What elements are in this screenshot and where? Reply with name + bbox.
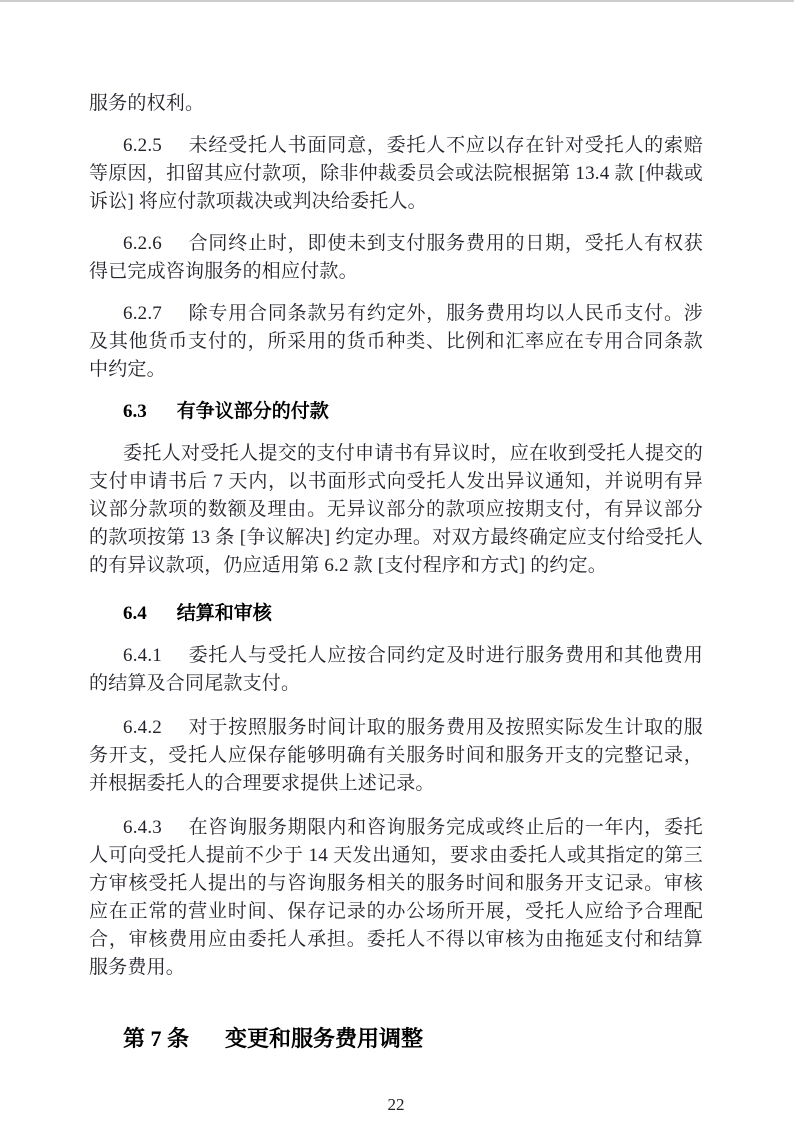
clause-text-6-4-1: 委托人与受托人应按合同约定及时进行服务费用和其他费用的结算及合同尾款支付。 <box>89 645 703 694</box>
section-number-6-3: 6.3 <box>123 401 147 422</box>
clause-number-6-2-6: 6.2.6 <box>123 233 162 254</box>
section-heading-6-3 <box>89 398 703 426</box>
clause-text-6-2-6: 合同终止时，即使未到支付服务费用的日期，受托人有权获得已完成咨询服务的相应付款。 <box>89 233 703 282</box>
clause-6-4-1 <box>89 642 703 698</box>
clause-6-2-6 <box>89 230 703 286</box>
section-heading-6-4 <box>89 600 703 628</box>
section-number-6-4: 6.4 <box>123 603 147 624</box>
chapter-title-7: 变更和服务费用调整 <box>225 1026 424 1051</box>
paragraph-6-3-body: 委托人对受托人提交的支付申请书有异议时，应在收到受托人提交的支付申请书后 7 天内，以书面形式向受托人发出异议通知，并说明有异议部分款项的数额及理由。无异议部分的款项应按期支付，有异议部分的款项按第 13 条 [争议解决] 约定办理。对双方最终确定应支付给受托人的有异议款项，仍应适用第 6.2 款 [支付程序和方式] 的约定。 <box>89 443 703 576</box>
clause-number-6-4-3: 6.4.3 <box>123 817 162 838</box>
clause-text-6-2-5: 未经受托人书面同意，委托人不应以存在针对受托人的索赔等原因，扣留其应付款项，除非仲裁委员会或法院根据第 13.4 款 [仲裁或诉讼] 将应付款项裁决或判决给委托人。 <box>89 135 703 212</box>
clause-number-6-4-2: 6.4.2 <box>123 717 162 738</box>
paragraph-continuation: 服务的权利。 <box>89 93 205 114</box>
chapter-heading-7 <box>89 1021 703 1057</box>
section-title-6-3: 有争议部分的付款 <box>176 401 329 422</box>
page-number: 22 <box>387 1095 405 1114</box>
clause-text-6-4-3: 在咨询服务期限内和咨询服务完成或终止后的一年内，委托人可向受托人提前不少于 14 天发出通知，要求由委托人或其指定的第三方审核受托人提出的与咨询服务相关的服务时间和服务开支记录。审核应在正常的营业时间、保存记录的办公场所开展，受托人应给予合理配合，审核费用应由委托人承担。委托人不得以审核为由拖延支付和结算服务费用。 <box>89 817 703 978</box>
clause-6-4-2 <box>89 714 703 798</box>
clause-6-2-7 <box>89 300 703 384</box>
clause-6-2-5 <box>89 132 703 216</box>
clause-number-6-4-1: 6.4.1 <box>123 645 162 666</box>
clause-number-6-2-7: 6.2.7 <box>123 303 162 324</box>
chapter-number-7: 第 7 条 <box>123 1026 190 1051</box>
clause-6-4-3 <box>89 814 703 982</box>
section-title-6-4: 结算和审核 <box>176 603 272 624</box>
clause-number-6-2-5: 6.2.5 <box>123 135 162 156</box>
clause-text-6-2-7: 除专用合同条款另有约定外，服务费用均以人民币支付。涉及其他货币支付的，所采用的货币种类、比例和汇率应在专用合同条款中约定。 <box>89 303 703 380</box>
clause-text-6-4-2: 对于按照服务时间计取的服务费用及按照实际发生计取的服务开支，受托人应保存能够明确有关服务时间和服务开支的完整记录，并根据委托人的合理要求提供上述记录。 <box>89 717 703 794</box>
